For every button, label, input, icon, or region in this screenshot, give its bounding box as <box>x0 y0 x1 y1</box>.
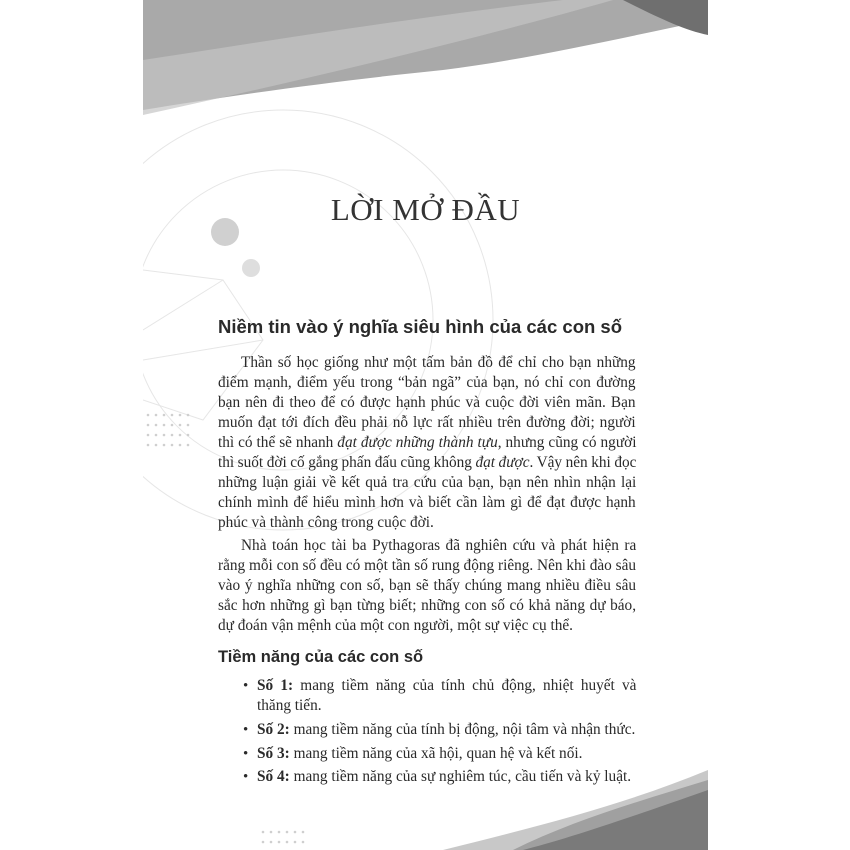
text-line <box>218 556 636 576</box>
list-item-label: Số 2: <box>257 721 290 738</box>
text-line <box>218 493 636 513</box>
list-item-line <box>257 720 635 740</box>
text-segment: , nhưng cũng có người <box>497 434 637 451</box>
orb-small <box>242 259 260 277</box>
text-segment: rằng mỗi con số đều có một tần số rung động riêng. Nên khi đào sâu <box>218 557 637 574</box>
text-line <box>218 433 636 453</box>
italic-text: đạt được <box>475 454 530 471</box>
list-item-text: mang tiềm năng của xã hội, quan hệ và kết nối. <box>293 745 583 762</box>
text-segment: vào ý nghĩa những con số, bạn sẽ thấy chúng mang nhiều điều sâu <box>218 577 637 594</box>
text-line <box>218 453 636 473</box>
text-line <box>241 536 636 556</box>
italic-text: đạt được những thành tựu <box>337 434 498 451</box>
text-line <box>218 373 636 393</box>
list-item-text: mang tiềm năng của tính chủ động, nhiệt huyết và <box>300 677 637 694</box>
text-line <box>218 576 636 596</box>
text-segment: muốn đạt tới đích đều phải nỗ lực rất nhiều trên đường đời; người <box>218 414 636 431</box>
text-line <box>218 393 636 413</box>
text-segment: thì suốt đời cố gắng phấn đấu cũng không <box>218 454 476 471</box>
text-segment: chính mình để hiểu mình hơn và biết cần làm gì để đạt được hạnh <box>218 494 636 511</box>
text-line <box>218 413 636 433</box>
section-heading-potential: Tiềm năng của các con số <box>218 648 424 666</box>
text-segment: những luận giải về kết quả tra cứu của bạn, bạn nên nhìn nhận lại <box>218 474 637 491</box>
text-line <box>218 596 636 616</box>
section-heading-beliefs: Niềm tin vào ý nghĩa siêu hình của các con số <box>218 316 623 337</box>
text-segment: dự đoán vận mệnh của một con người, một sự việc cụ thể. <box>218 617 573 634</box>
list-item-label: Số 4: <box>257 768 290 785</box>
list-item-text: mang tiềm năng của tính bị động, nội tâm và nhận thức. <box>293 721 636 738</box>
page-title: LỜI MỞ ĐẦU <box>330 192 521 227</box>
list-item-line <box>257 676 636 696</box>
text-segment: . Vậy nên khi đọc <box>529 454 637 471</box>
text-segment: sắc hơn những gì bạn từng biết; những con số có khả năng dự báo, <box>218 597 637 614</box>
text-line <box>218 513 434 533</box>
bullet-icon: • <box>243 746 249 762</box>
dot-grid-bottom <box>262 831 305 844</box>
text-line <box>218 616 573 636</box>
list-item-text: thăng tiến. <box>257 697 322 714</box>
list-item-label: Số 1: <box>257 677 294 694</box>
bullet-icon: • <box>243 722 249 738</box>
text-segment: thì có thể sẽ nhanh <box>218 434 338 451</box>
text-line <box>218 473 636 493</box>
list-item-line <box>257 744 582 764</box>
list-item-label: Số 3: <box>257 745 290 762</box>
bullet-icon: • <box>243 769 249 785</box>
list-item-text: mang tiềm năng của sự nghiêm túc, cầu tiến và kỷ luật. <box>293 768 632 785</box>
text-segment: bạn nên đi theo để có được hạnh phúc và cuộc đời viên mãn. Bạn <box>218 394 636 411</box>
bullet-icon: • <box>243 678 249 694</box>
dot-grid-left <box>147 414 190 447</box>
text-segment: Nhà toán học tài ba Pythagoras đã nghiên cứu và phát hiện ra <box>241 537 637 554</box>
text-segment: Thần số học giống như một tấm bản đồ để chỉ cho bạn những <box>241 354 636 371</box>
text-segment: điểm mạnh, điểm yếu trong “bản ngã” của bạn, nó chỉ con đường <box>218 374 636 391</box>
list-item-line <box>257 767 631 787</box>
text-line <box>241 353 636 373</box>
list-item-line <box>257 696 322 716</box>
text-segment: phúc và thành công trong cuộc đời. <box>218 514 434 531</box>
